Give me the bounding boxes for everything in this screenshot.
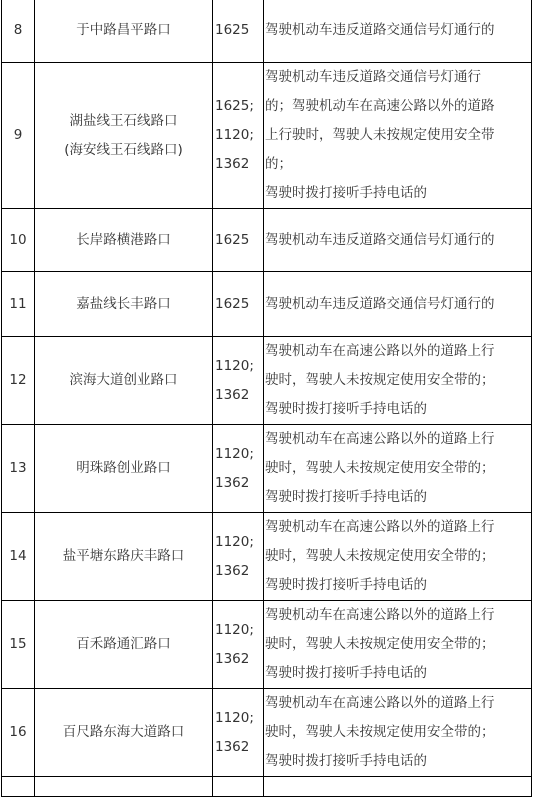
violation-description xyxy=(264,777,532,797)
row-number: 8 xyxy=(2,0,35,63)
violation-codes: 1120; 1362 xyxy=(213,337,264,425)
table-row xyxy=(2,63,532,209)
row-number: 11 xyxy=(2,272,35,337)
table-row xyxy=(2,513,532,601)
row-number xyxy=(2,777,35,797)
intersection-name: 湖盐线王石线路口 (海安线王石线路口) xyxy=(35,63,213,209)
intersection-name: 明珠路创业路口 xyxy=(35,425,213,513)
row-number: 16 xyxy=(2,689,35,777)
violation-codes xyxy=(213,777,264,797)
intersection-name: 于中路昌平路口 xyxy=(35,0,213,63)
intersection-name: 百禾路通汇路口 xyxy=(35,601,213,689)
table-row xyxy=(2,689,532,777)
violation-codes: 1120; 1362 xyxy=(213,425,264,513)
intersection-name: 嘉盐线长丰路口 xyxy=(35,272,213,337)
violation-description: 驾驶机动车在高速公路以外的道路上行 驶时，驾驶人未按规定使用安全带的； 驾驶时拨打接听手持电话的 xyxy=(264,425,532,513)
violation-locations-table xyxy=(1,0,532,797)
violation-codes: 1625 xyxy=(213,0,264,63)
violation-description: 驾驶机动车在高速公路以外的道路上行 驶时，驾驶人未按规定使用安全带的； 驾驶时拨打接听手持电话的 xyxy=(264,601,532,689)
violation-description: 驾驶机动车在高速公路以外的道路上行 驶时，驾驶人未按规定使用安全带的； 驾驶时拨打接听手持电话的 xyxy=(264,513,532,601)
violation-description: 驾驶机动车在高速公路以外的道路上行 驶时，驾驶人未按规定使用安全带的； 驾驶时拨打接听手持电话的 xyxy=(264,689,532,777)
table-row xyxy=(2,425,532,513)
violation-description: 驾驶机动车违反道路交通信号灯通行的 xyxy=(264,209,532,272)
row-number: 12 xyxy=(2,337,35,425)
row-number: 14 xyxy=(2,513,35,601)
table-row-partial xyxy=(2,777,532,797)
table-row xyxy=(2,209,532,272)
intersection-name: 长岸路横港路口 xyxy=(35,209,213,272)
violation-codes: 1625; 1120; 1362 xyxy=(213,63,264,209)
violation-description: 驾驶机动车在高速公路以外的道路上行 驶时，驾驶人未按规定使用安全带的； 驾驶时拨打接听手持电话的 xyxy=(264,337,532,425)
violation-codes: 1120; 1362 xyxy=(213,689,264,777)
violation-description: 驾驶机动车违反道路交通信号灯通行的 xyxy=(264,272,532,337)
row-number: 10 xyxy=(2,209,35,272)
violation-codes: 1120; 1362 xyxy=(213,601,264,689)
table-row xyxy=(2,0,532,63)
intersection-name: 百尺路东海大道路口 xyxy=(35,689,213,777)
row-number: 9 xyxy=(2,63,35,209)
violation-description: 驾驶机动车违反道路交通信号灯通行 的；驾驶机动车在高速公路以外的道路 上行驶时，驾驶人未按规定使用安全带 的； 驾驶时拨打接听手持电话的 xyxy=(264,63,532,209)
row-number: 13 xyxy=(2,425,35,513)
table-row xyxy=(2,337,532,425)
intersection-name xyxy=(35,777,213,797)
violation-codes: 1625 xyxy=(213,272,264,337)
row-number: 15 xyxy=(2,601,35,689)
intersection-name: 盐平塘东路庆丰路口 xyxy=(35,513,213,601)
intersection-name: 滨海大道创业路口 xyxy=(35,337,213,425)
violation-codes: 1625 xyxy=(213,209,264,272)
table-row xyxy=(2,601,532,689)
table-row xyxy=(2,272,532,337)
violation-codes: 1120; 1362 xyxy=(213,513,264,601)
violation-description: 驾驶机动车违反道路交通信号灯通行的 xyxy=(264,0,532,63)
